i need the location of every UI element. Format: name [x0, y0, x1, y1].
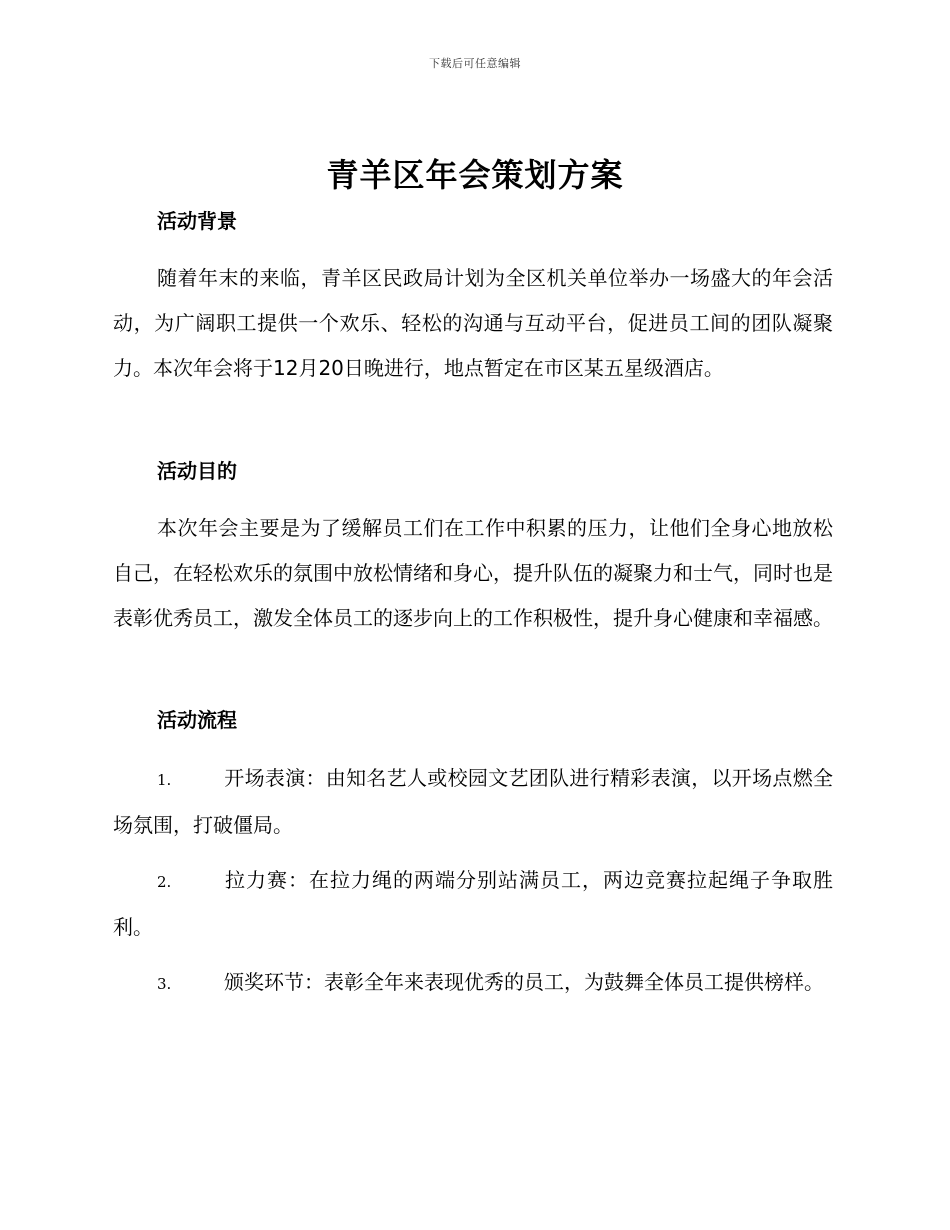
list-item-text: 开场表演：由知名艺人或校园文艺团队进行精彩表演，以开场点燃全场氛围，打破僵局。 — [113, 766, 833, 837]
list-item — [113, 858, 833, 950]
section-heading-process: 活动流程 — [157, 708, 237, 732]
list-item-number: 1. — [157, 771, 172, 789]
list-item — [113, 960, 833, 1007]
section-paragraph-purpose: 本次年会主要是为了缓解员工们在工作中积累的压力，让他们全身心地放松自己，在轻松欢乐的氛围中放松情绪和身心，提升队伍的凝聚力和士气，同时也是表彰优秀员工，激发全体员工的逐步向上的工作积极性，提升身心健康和幸福感。 — [113, 516, 833, 630]
section-heading-background: 活动背景 — [157, 209, 237, 233]
header-note: 下载后可任意编辑 — [429, 57, 521, 70]
section-heading-purpose: 活动目的 — [157, 459, 237, 483]
list-item — [113, 756, 833, 848]
list-item-text: 颁奖环节：表彰全年来表现优秀的员工，为鼓舞全体员工提供榜样。 — [224, 970, 824, 994]
list-item-number: 2. — [157, 873, 172, 891]
list-item-text: 拉力赛：在拉力绳的两端分别站满员工，两边竞赛拉起绳子争取胜利。 — [113, 868, 833, 939]
section-paragraph-background: 随着年末的来临，青羊区民政局计划为全区机关单位举办一场盛大的年会活动，为广阔职工提供一个欢乐、轻松的沟通与互动平台，促进员工间的团队凝聚力。本次年会将于12月20日晚进行，地点暂定在市区某五星级酒店。 — [113, 266, 833, 380]
list-item-number: 3. — [157, 975, 172, 993]
document-title: 青羊区年会策划方案 — [326, 156, 624, 194]
